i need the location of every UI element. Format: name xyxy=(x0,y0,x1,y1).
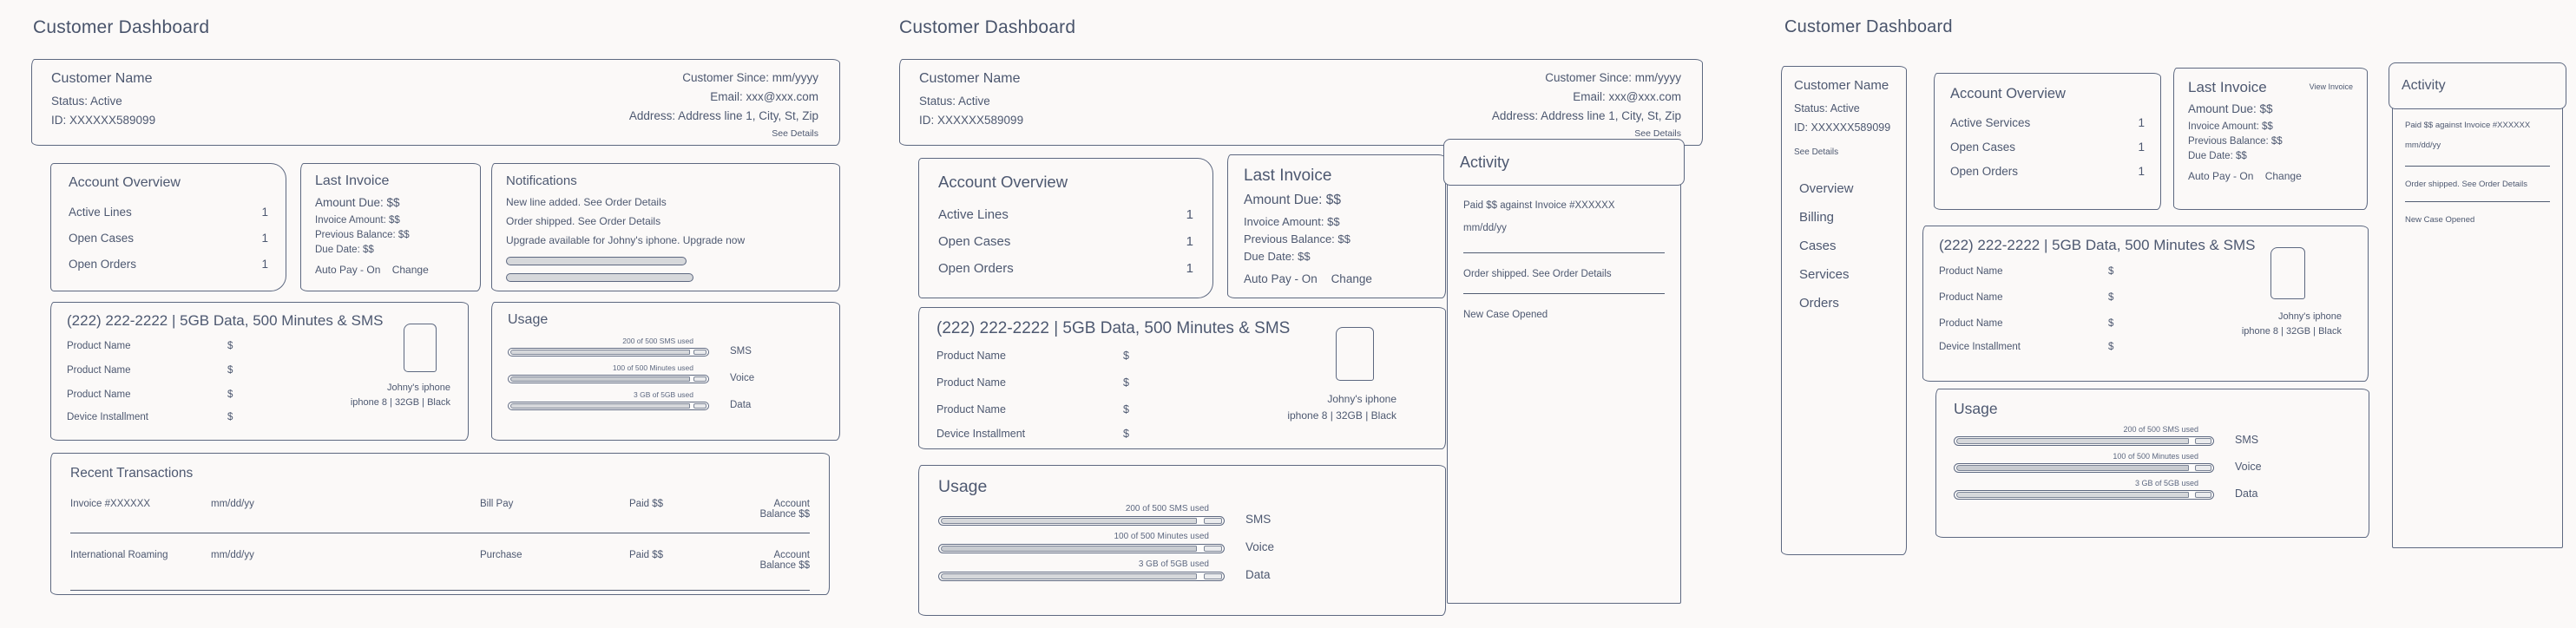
usage-label: Data xyxy=(1245,568,1271,581)
device-name: Johny's iphone xyxy=(1327,393,1396,405)
placeholder-bar xyxy=(506,273,693,282)
account-overview-card xyxy=(918,158,1213,298)
customer-name: Customer Name xyxy=(919,71,1021,86)
activity-event: Paid $$ against Invoice #XXXXXX xyxy=(1463,200,1615,211)
product-value: $ xyxy=(2108,266,2114,277)
see-details-link[interactable]: See Details xyxy=(772,128,818,139)
device-specs: iphone 8 | 32GB | Black xyxy=(350,397,450,409)
device-specs: iphone 8 | 32GB | Black xyxy=(2241,326,2342,337)
invoice-amount: Invoice Amount: $$ xyxy=(2188,121,2273,132)
usage-bar xyxy=(938,572,1225,581)
overview-value: 1 xyxy=(261,232,268,245)
usage-caption: 3 GB of 5GB used xyxy=(2134,479,2198,487)
transaction-id: Invoice #XXXXXX xyxy=(70,499,151,509)
transaction-type: Purchase xyxy=(480,550,522,560)
auto-pay-row xyxy=(315,264,466,276)
card-title: Account Overview xyxy=(1950,86,2066,101)
overview-row xyxy=(69,258,268,271)
product-label: Device Installment xyxy=(67,412,148,422)
product-row xyxy=(936,428,1428,440)
usage-caption: 200 of 500 SMS used xyxy=(622,337,693,345)
sidebar-item-services[interactable]: Services xyxy=(1799,267,1850,282)
usage-meter-sms xyxy=(508,337,824,357)
activity-event: New Case Opened xyxy=(1463,310,1548,320)
invoice-amount: Invoice Amount: $$ xyxy=(1244,215,1340,228)
phone-line-title: (222) 222-2222 | 5GB Data, 500 Minutes & SMS xyxy=(67,312,384,329)
due-date: Due Date: $$ xyxy=(1244,250,1311,263)
overview-label: Open Cases xyxy=(69,232,135,245)
customer-since: Customer Since: mm/yyyy xyxy=(1545,71,1681,84)
customer-status: Status: Active xyxy=(919,95,990,108)
overview-label: Active Lines xyxy=(938,207,1009,222)
product-label: Product Name xyxy=(67,365,131,376)
sidebar-item-cases[interactable]: Cases xyxy=(1799,239,1837,253)
overview-value: 1 xyxy=(2138,141,2145,154)
card-title: Recent Transactions xyxy=(70,466,194,481)
auto-pay-status: Auto Pay - On xyxy=(1244,272,1318,285)
product-value: $ xyxy=(1123,403,1129,415)
overview-value: 1 xyxy=(1186,234,1193,249)
usage-bar xyxy=(938,516,1225,526)
product-value: $ xyxy=(227,365,233,376)
notification-item[interactable]: New line added. See Order Details xyxy=(506,196,667,208)
product-label: Product Name xyxy=(936,350,1006,362)
due-date: Due Date: $$ xyxy=(315,245,374,255)
customer-email: Email: xxx@xxx.com xyxy=(1573,90,1681,103)
transaction-type: Bill Pay xyxy=(480,499,514,509)
card-title: Activity xyxy=(2402,78,2446,93)
product-label: Device Installment xyxy=(936,428,1026,440)
product-value: $ xyxy=(1123,428,1129,440)
event-divider xyxy=(1463,293,1665,294)
transaction-paid: Paid $$ xyxy=(629,550,664,560)
page-title: Customer Dashboard xyxy=(1784,17,1953,36)
dashboard-variant-1 xyxy=(31,17,840,616)
customer-id: ID: XXXXXX589099 xyxy=(1794,121,1891,134)
sidebar-item-overview[interactable]: Overview xyxy=(1799,181,1854,196)
product-value: $ xyxy=(1123,350,1129,362)
event-divider xyxy=(2405,201,2550,202)
card-title: Last Invoice xyxy=(1244,167,1332,185)
amount-due: Amount Due: $$ xyxy=(315,196,400,209)
overview-label: Open Orders xyxy=(938,261,1014,276)
overview-value: 1 xyxy=(2138,116,2145,129)
view-invoice-link[interactable]: View Invoice xyxy=(2309,82,2353,91)
product-label: Product Name xyxy=(67,341,131,351)
overview-value: 1 xyxy=(261,258,268,271)
product-value: $ xyxy=(227,389,233,400)
activity-panel xyxy=(1443,139,1685,604)
previous-balance: Previous Balance: $$ xyxy=(1244,232,1350,245)
notification-item[interactable]: Order shipped. See Order Details xyxy=(506,215,661,227)
overview-row xyxy=(938,261,1193,276)
smartphone-icon xyxy=(2270,247,2305,299)
product-value: $ xyxy=(2108,342,2114,352)
card-title: Usage xyxy=(1954,400,1998,417)
phone-line-card xyxy=(918,307,1446,449)
customer-id: ID: XXXXXX589099 xyxy=(51,114,156,127)
card-title: Last Invoice xyxy=(315,173,390,188)
device-name: Johny's iphone xyxy=(2277,311,2342,322)
usage-meter-voice xyxy=(938,532,1426,553)
transaction-paid: Paid $$ xyxy=(629,499,664,509)
activity-header xyxy=(1443,139,1685,186)
auto-pay-row xyxy=(1244,272,1429,285)
activity-event[interactable]: Order shipped. See Order Details xyxy=(1463,269,1612,279)
usage-card xyxy=(918,465,1446,616)
product-row xyxy=(1939,342,2352,352)
transaction-date: mm/dd/yy xyxy=(211,499,254,509)
sidebar-item-orders[interactable]: Orders xyxy=(1799,296,1839,311)
overview-row xyxy=(1950,165,2145,178)
product-label: Product Name xyxy=(67,389,131,400)
card-title: Account Overview xyxy=(938,173,1068,191)
activity-event[interactable]: Order shipped. See Order Details xyxy=(2405,180,2527,189)
customer-since: Customer Since: mm/yyyy xyxy=(682,71,818,84)
customer-contact xyxy=(628,71,818,139)
account-overview-card xyxy=(50,163,286,291)
see-details-link[interactable]: See Details xyxy=(1634,128,1681,139)
product-value: $ xyxy=(227,341,233,351)
dashboard-variant-2 xyxy=(899,17,1703,625)
sidebar-nav xyxy=(1794,181,1894,311)
usage-meter-voice xyxy=(508,363,824,383)
activity-feed xyxy=(1447,180,1681,604)
dashboard-variant-3 xyxy=(1781,17,2567,625)
usage-caption: 100 of 500 Minutes used xyxy=(1114,532,1209,541)
auto-pay-change-link[interactable]: Change xyxy=(391,264,429,276)
card-title: Notifications xyxy=(506,173,577,188)
activity-event: Paid $$ against Invoice #XXXXXX xyxy=(2405,121,2531,130)
product-value: $ xyxy=(2108,318,2114,329)
amount-due: Amount Due: $$ xyxy=(1244,193,1342,207)
product-value: $ xyxy=(1123,376,1129,389)
auto-pay-row xyxy=(2188,170,2353,182)
product-value: $ xyxy=(227,412,233,422)
auto-pay-change-link[interactable]: Change xyxy=(1331,272,1372,285)
device-specs: iphone 8 | 32GB | Black xyxy=(1287,409,1396,422)
card-title: Activity xyxy=(1460,153,1510,171)
usage-bar xyxy=(938,544,1225,553)
smartphone-icon xyxy=(404,324,437,372)
placeholder-bar xyxy=(506,257,687,265)
overview-value: 1 xyxy=(1186,207,1193,222)
overview-row xyxy=(69,206,268,219)
usage-bar xyxy=(1954,463,2214,473)
usage-bar xyxy=(508,348,709,357)
smartphone-icon xyxy=(1336,327,1374,381)
phone-line-card xyxy=(50,302,469,441)
last-invoice-card xyxy=(1227,154,1446,298)
sidebar-item-billing[interactable]: Billing xyxy=(1799,210,1835,225)
usage-label: Data xyxy=(730,400,752,410)
usage-bar xyxy=(508,402,709,410)
phone-line-card xyxy=(1922,226,2369,382)
usage-bar xyxy=(508,375,709,383)
product-row xyxy=(67,412,452,422)
device-info xyxy=(351,381,450,410)
overview-label: Active Services xyxy=(1950,116,2031,129)
usage-meter-data xyxy=(1954,479,2351,500)
customer-address: Address: Address line 1, City, St, Zip xyxy=(628,109,818,122)
last-invoice-card xyxy=(2173,68,2368,210)
usage-label: Voice xyxy=(2235,461,2262,473)
see-details-link[interactable]: See Details xyxy=(1794,147,1839,157)
overview-label: Open Orders xyxy=(1950,165,2019,178)
phone-line-title: (222) 222-2222 | 5GB Data, 500 Minutes & SMS xyxy=(936,319,1291,337)
usage-label: SMS xyxy=(2235,434,2259,446)
overview-row xyxy=(1950,116,2145,129)
amount-due: Amount Due: $$ xyxy=(2188,102,2273,115)
overview-value: 1 xyxy=(2138,165,2145,178)
activity-panel xyxy=(2389,62,2566,548)
row-divider xyxy=(70,590,810,591)
previous-balance: Previous Balance: $$ xyxy=(315,230,410,240)
usage-meter-data xyxy=(938,559,1426,581)
usage-meter-sms xyxy=(938,504,1426,526)
usage-caption: 100 of 500 Minutes used xyxy=(2113,452,2198,461)
customer-contact xyxy=(1491,71,1681,139)
usage-card xyxy=(491,302,840,441)
activity-feed xyxy=(2392,104,2563,548)
usage-caption: 3 GB of 5GB used xyxy=(1138,559,1209,569)
overview-row xyxy=(938,234,1193,249)
usage-caption: 100 of 500 Minutes used xyxy=(612,363,693,372)
overview-label: Open Orders xyxy=(69,258,137,271)
card-title: Usage xyxy=(938,477,988,496)
product-label: Product Name xyxy=(1939,266,2003,277)
usage-caption: 200 of 500 SMS used xyxy=(1125,504,1209,514)
usage-meter-sms xyxy=(1954,425,2351,446)
last-invoice-card xyxy=(300,163,481,291)
activity-event: New Case Opened xyxy=(2405,215,2475,225)
customer-identity xyxy=(51,71,155,136)
product-row xyxy=(67,341,452,351)
customer-header-card xyxy=(899,59,1703,146)
product-label: Product Name xyxy=(936,403,1006,415)
product-label: Product Name xyxy=(936,376,1006,389)
previous-balance: Previous Balance: $$ xyxy=(2188,136,2283,147)
transaction-date: mm/dd/yy xyxy=(211,550,254,560)
transaction-row xyxy=(70,499,810,520)
phone-line-title: (222) 222-2222 | 5GB Data, 500 Minutes & SMS xyxy=(1939,237,2256,253)
auto-pay-change-link[interactable]: Change xyxy=(2264,170,2302,182)
due-date: Due Date: $$ xyxy=(2188,151,2247,161)
page-title: Customer Dashboard xyxy=(33,17,210,37)
overview-row xyxy=(1950,141,2145,154)
transaction-balance: Account Balance $$ xyxy=(759,499,810,520)
transaction-row xyxy=(70,550,810,571)
page-title: Customer Dashboard xyxy=(899,17,1076,37)
customer-name: Customer Name xyxy=(1794,78,1889,93)
usage-card xyxy=(1935,389,2369,538)
transaction-balance: Account Balance $$ xyxy=(759,550,810,571)
usage-meter-voice xyxy=(1954,452,2351,473)
product-label: Product Name xyxy=(1939,292,2003,303)
usage-label: Data xyxy=(2235,487,2258,500)
card-title: Usage xyxy=(508,312,549,327)
notification-item[interactable]: Upgrade available for Johny's iphone. Upgrade now xyxy=(506,234,746,246)
sidebar xyxy=(1781,66,1907,555)
overview-label: Open Cases xyxy=(1950,141,2016,154)
customer-email: Email: xxx@xxx.com xyxy=(710,90,818,103)
usage-meter-data xyxy=(508,390,824,410)
activity-header xyxy=(2389,62,2566,109)
product-label: Product Name xyxy=(1939,318,2003,329)
overview-label: Active Lines xyxy=(69,206,132,219)
customer-address: Address: Address line 1, City, St, Zip xyxy=(1491,109,1681,122)
usage-label: Voice xyxy=(730,373,755,383)
product-label: Device Installment xyxy=(1939,342,2021,352)
auto-pay-status: Auto Pay - On xyxy=(315,264,381,276)
customer-status: Status: Active xyxy=(51,95,122,108)
usage-bar xyxy=(1954,490,2214,500)
overview-label: Open Cases xyxy=(938,234,1011,249)
product-value: $ xyxy=(2108,292,2114,303)
device-name: Johny's iphone xyxy=(386,383,450,393)
recent-transactions-card xyxy=(50,453,830,595)
device-info xyxy=(1287,391,1396,423)
overview-value: 1 xyxy=(261,206,268,219)
usage-caption: 3 GB of 5GB used xyxy=(634,390,693,399)
event-divider xyxy=(1463,252,1665,253)
event-divider xyxy=(2405,166,2550,167)
usage-caption: 200 of 500 SMS used xyxy=(2123,425,2198,434)
customer-status: Status: Active xyxy=(1794,102,1860,114)
card-title: Last Invoice xyxy=(2188,79,2267,95)
customer-id: ID: XXXXXX589099 xyxy=(919,114,1024,127)
device-info xyxy=(2242,310,2342,339)
customer-identity xyxy=(919,71,1023,136)
overview-row xyxy=(69,232,268,245)
usage-label: SMS xyxy=(730,346,752,357)
customer-name: Customer Name xyxy=(51,71,153,86)
usage-label: SMS xyxy=(1245,513,1272,526)
account-overview-card xyxy=(1934,73,2161,210)
customer-header-card xyxy=(31,59,840,146)
activity-event-date: mm/dd/yy xyxy=(1463,223,1507,233)
activity-event-date: mm/dd/yy xyxy=(2405,141,2441,150)
transaction-id: International Roaming xyxy=(70,550,168,560)
product-row xyxy=(67,365,452,376)
usage-bar xyxy=(1954,436,2214,446)
auto-pay-status: Auto Pay - On xyxy=(2188,170,2254,182)
overview-value: 1 xyxy=(1186,261,1193,276)
notifications-card xyxy=(491,163,840,291)
overview-row xyxy=(938,207,1193,222)
invoice-amount: Invoice Amount: $$ xyxy=(315,215,400,226)
usage-label: Voice xyxy=(1245,540,1275,553)
card-title: Account Overview xyxy=(69,175,181,190)
